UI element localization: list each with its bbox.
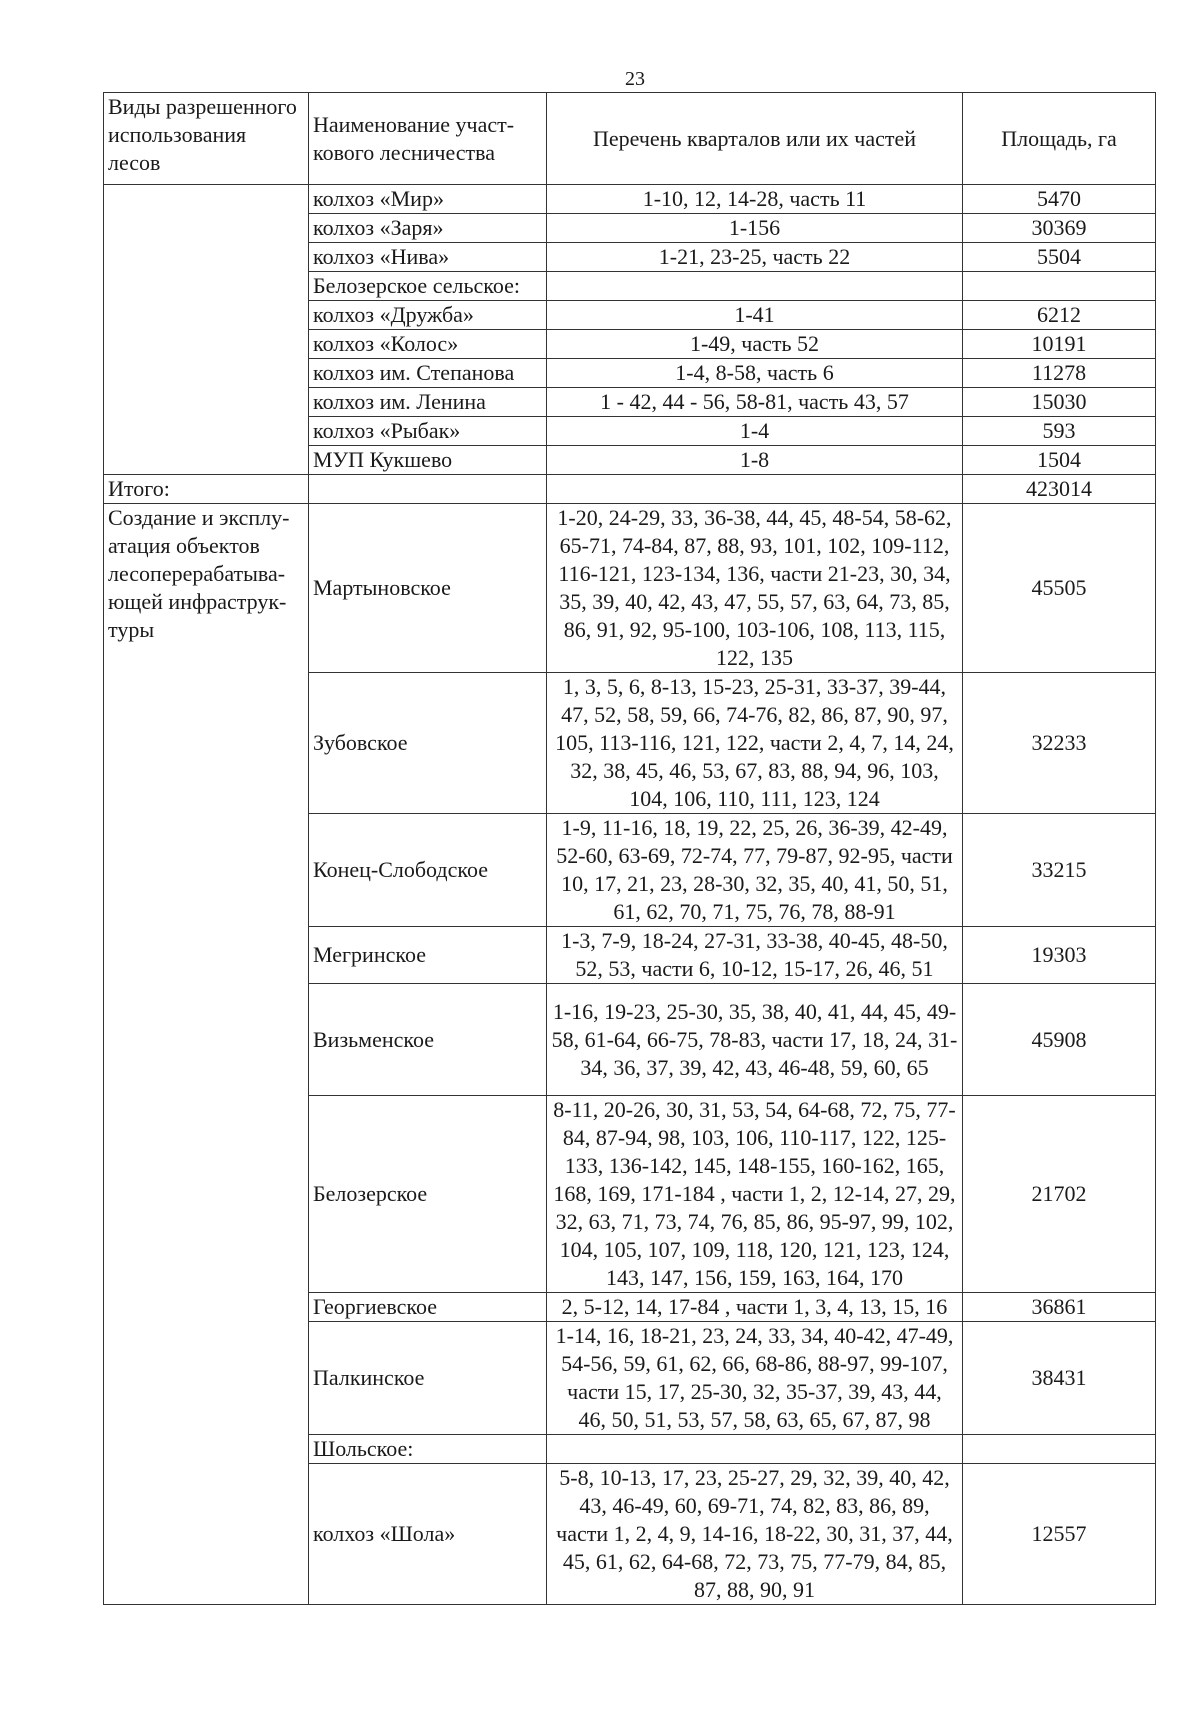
blocks-cell: 1-8 — [547, 446, 963, 475]
area-cell: 33215 — [963, 814, 1156, 927]
header-blocks-list: Перечень кварталов или их частей — [547, 93, 963, 185]
forestry-name-cell: Мартыновское — [309, 504, 547, 673]
total-label: Итого: — [104, 475, 309, 504]
blocks-cell: 1 - 42, 44 - 56, 58-81, часть 43, 57 — [547, 388, 963, 417]
forestry-name-cell: колхоз «Шола» — [309, 1464, 547, 1605]
forest-use-table — [103, 92, 1156, 1605]
blocks-cell: 1-4 — [547, 417, 963, 446]
area-cell — [963, 1435, 1156, 1464]
table-row — [104, 504, 1156, 673]
blocks-cell — [547, 272, 963, 301]
blocks-cell: 1-21, 23-25, часть 22 — [547, 243, 963, 272]
area-cell: 5470 — [963, 185, 1156, 214]
area-cell: 19303 — [963, 927, 1156, 984]
forestry-name-cell: Шольское: — [309, 1435, 547, 1464]
usage-kind-cell: Создание и эксплу-атация объектов лесоперерабатыва-ющей инфраструк-туры — [104, 504, 309, 1605]
forestry-name-cell: колхоз им. Ленина — [309, 388, 547, 417]
total-body — [104, 475, 1156, 504]
area-cell: 30369 — [963, 214, 1156, 243]
area-cell: 45505 — [963, 504, 1156, 673]
forestry-name-cell: колхоз «Заря» — [309, 214, 547, 243]
page-number: 23 — [625, 68, 645, 90]
blocks-cell: 1-9, 11-16, 18, 19, 22, 25, 26, 36-39, 42-49, 52-60, 63-69, 72-74, 77, 79-87, 92-95, части 10, 17, 21, 23, 28-30, 32, 35, 40, 41, 50, 51, 61, 62, 70, 71, 75, 76, 78, 88-91 — [547, 814, 963, 927]
forestry-name-cell: Мегринское — [309, 927, 547, 984]
area-cell: 5504 — [963, 243, 1156, 272]
area-cell: 32233 — [963, 673, 1156, 814]
blocks-cell: 1-20, 24-29, 33, 36-38, 44, 45, 48-54, 58-62, 65-71, 74-84, 87, 88, 93, 101, 102, 109-112, 116-121, 123-134, 136, части 21-23, 30, 34, 35, 39, 40, 42, 43, 47, 55, 57, 63, 64, 73, 85, 86, 91, 92, 95-100, 103-106, 108, 113, 115, 122, 135 — [547, 504, 963, 673]
total-area: 423014 — [963, 475, 1156, 504]
forestry-name-cell: Белозерское — [309, 1096, 547, 1293]
forestry-name-cell: Конец-Слободское — [309, 814, 547, 927]
area-cell: 15030 — [963, 388, 1156, 417]
table-header-row — [104, 93, 1156, 185]
table-row — [104, 185, 1156, 214]
area-cell: 36861 — [963, 1293, 1156, 1322]
table-cell — [309, 475, 547, 504]
header-forestry-name: Наименование участ-кового лесничества — [309, 93, 547, 185]
table-cell — [547, 475, 963, 504]
blocks-cell: 1-156 — [547, 214, 963, 243]
forestry-name-cell: колхоз «Колос» — [309, 330, 547, 359]
area-cell: 6212 — [963, 301, 1156, 330]
forestry-name-cell: Белозерское сельское: — [309, 272, 547, 301]
blocks-cell: 1-49, часть 52 — [547, 330, 963, 359]
blocks-cell — [547, 1435, 963, 1464]
blocks-cell: 1-4, 8-58, часть 6 — [547, 359, 963, 388]
blocks-cell: 1-10, 12, 14-28, часть 11 — [547, 185, 963, 214]
forestry-name-cell: МУП Кукшево — [309, 446, 547, 475]
area-cell: 38431 — [963, 1322, 1156, 1435]
header-usage-kind: Виды разрешенного использования лесов — [104, 93, 309, 185]
area-cell: 10191 — [963, 330, 1156, 359]
forestry-name-cell: колхоз «Рыбак» — [309, 417, 547, 446]
forestry-name-cell: колхоз им. Степанова — [309, 359, 547, 388]
blocks-cell: 1, 3, 5, 6, 8-13, 15-23, 25-31, 33-37, 39-44, 47, 52, 58, 59, 66, 74-76, 82, 86, 87, 90, 97, 105, 113-116, 121, 122, части 2, 4, 7, 14, 24, 32, 38, 45, 46, 53, 67, 83, 88, 94, 96, 103, 104, 106, 110, 111, 123, 124 — [547, 673, 963, 814]
blocks-cell: 1-14, 16, 18-21, 23, 24, 33, 34, 40-42, 47-49, 54-56, 59, 61, 62, 66, 68-86, 88-97, 99-107, части 15, 17, 25-30, 32, 35-37, 39, 43, 44, 46, 50, 51, 53, 57, 58, 63, 65, 67, 87, 98 — [547, 1322, 963, 1435]
area-cell: 12557 — [963, 1464, 1156, 1605]
total-row — [104, 475, 1156, 504]
blocks-cell: 1-16, 19-23, 25-30, 35, 38, 40, 41, 44, 45, 49-58, 61-64, 66-75, 78-83, части 17, 18, 24, 31-34, 36, 37, 39, 42, 43, 46-48, 59, 60, 65 — [547, 984, 963, 1096]
blocks-cell: 1-41 — [547, 301, 963, 330]
area-cell: 11278 — [963, 359, 1156, 388]
area-cell: 21702 — [963, 1096, 1156, 1293]
forestry-name-cell: колхоз «Мир» — [309, 185, 547, 214]
forestry-name-cell: Георгиевское — [309, 1293, 547, 1322]
section-1-body — [104, 185, 1156, 475]
section-2-body — [104, 504, 1156, 1605]
area-cell: 1504 — [963, 446, 1156, 475]
header-area: Площадь, га — [963, 93, 1156, 185]
blocks-cell: 5-8, 10-13, 17, 23, 25-27, 29, 32, 39, 40, 42, 43, 46-49, 60, 69-71, 74, 82, 83, 86, 89, части 1, 2, 4, 9, 14-16, 18-22, 30, 31, 37, 44, 45, 61, 62, 64-68, 72, 73, 75, 77-79, 84, 85, 87, 88, 90, 91 — [547, 1464, 963, 1605]
area-cell: 45908 — [963, 984, 1156, 1096]
blocks-cell: 1-3, 7-9, 18-24, 27-31, 33-38, 40-45, 48-50, 52, 53, части 6, 10-12, 15-17, 26, 46, 51 — [547, 927, 963, 984]
forestry-name-cell: колхоз «Нива» — [309, 243, 547, 272]
area-cell — [963, 272, 1156, 301]
forestry-name-cell: Визьменское — [309, 984, 547, 1096]
forestry-name-cell: колхоз «Дружба» — [309, 301, 547, 330]
blocks-cell: 2, 5-12, 14, 17-84 , части 1, 3, 4, 13, 15, 16 — [547, 1293, 963, 1322]
forestry-name-cell: Палкинское — [309, 1322, 547, 1435]
blocks-cell: 8-11, 20-26, 30, 31, 53, 54, 64-68, 72, 75, 77-84, 87-94, 98, 103, 106, 110-117, 122, 125-133, 136-142, 145, 148-155, 160-162, 165, 168, 169, 171-184 , части 1, 2, 12-14, 27, 29, 32, 63, 71, 73, 74, 76, 85, 86, 95-97, 99, 102, 104, 105, 107, 109, 118, 120, 121, 123, 124, 143, 147, 156, 159, 163, 164, 170 — [547, 1096, 963, 1293]
usage-kind-cell — [104, 185, 309, 475]
area-cell: 593 — [963, 417, 1156, 446]
forestry-name-cell: Зубовское — [309, 673, 547, 814]
